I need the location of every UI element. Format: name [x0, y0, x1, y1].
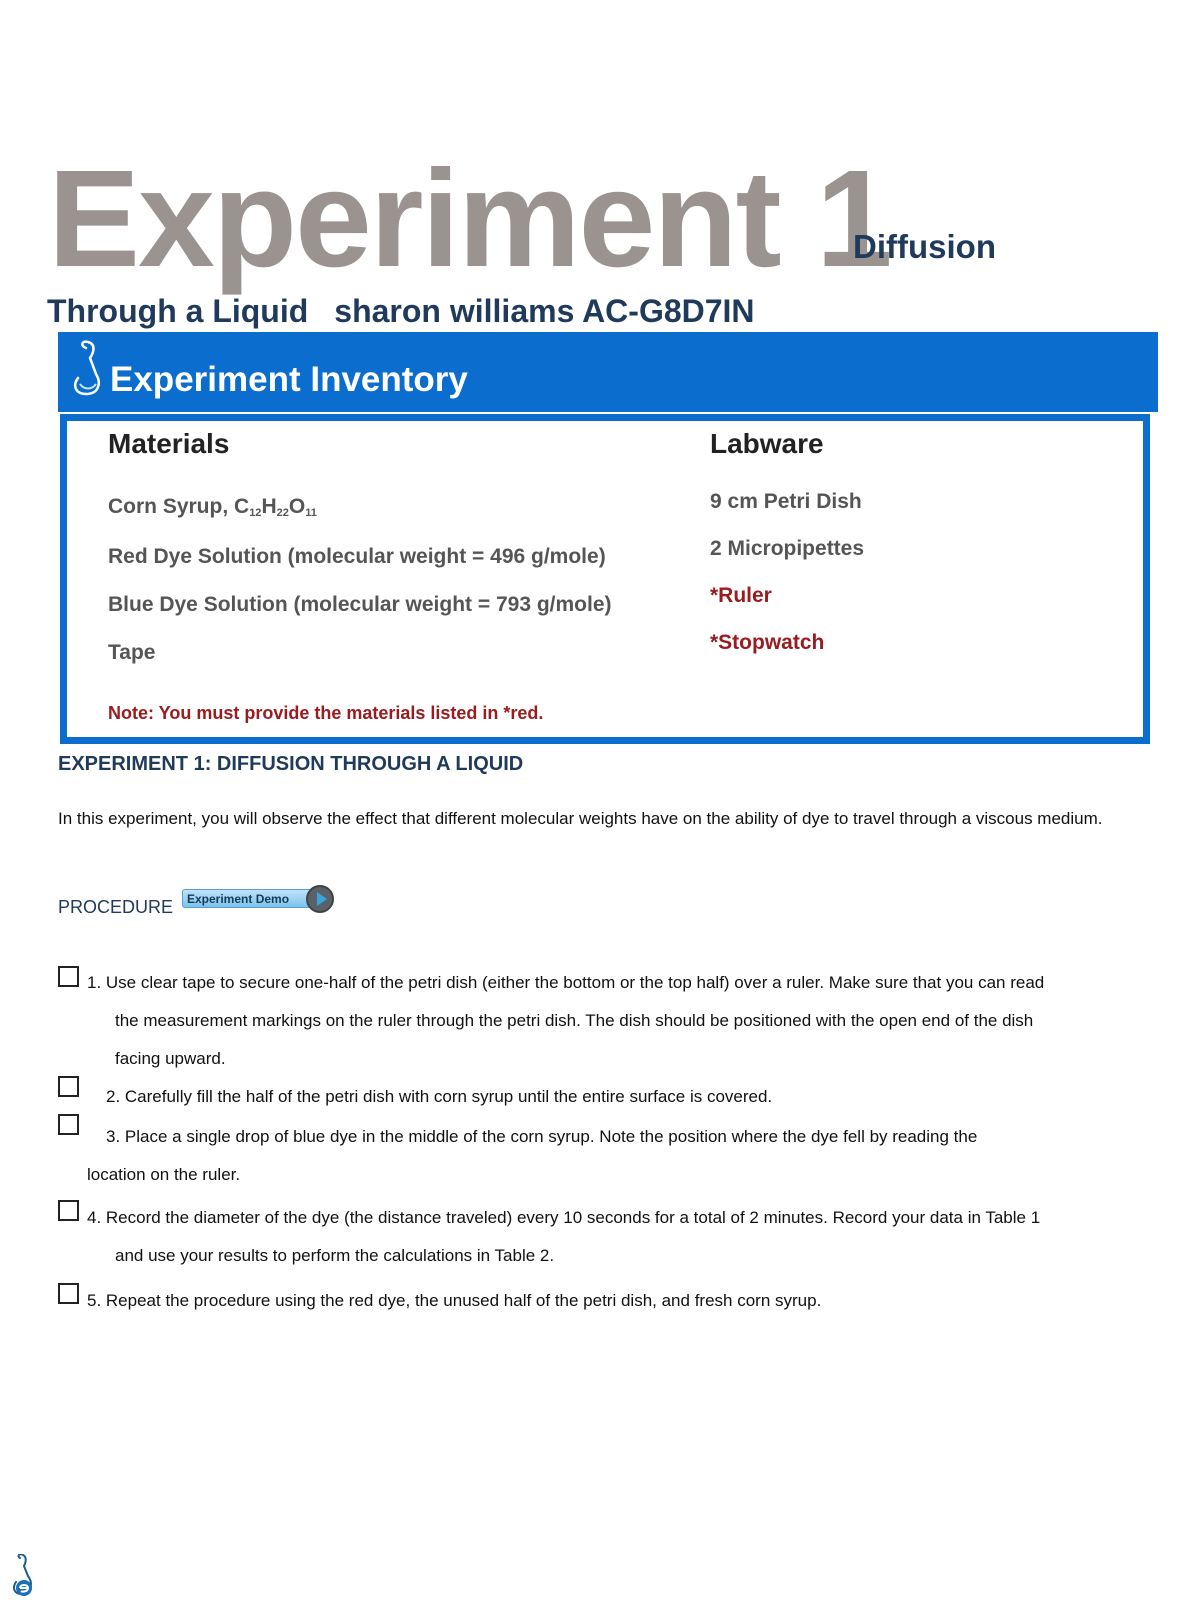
play-arrow-icon — [306, 885, 334, 913]
step-1-line-2: the measurement markings on the ruler through the petri dish. The dish should be positioned with the open end of the dish — [115, 1011, 1034, 1030]
inventory-note: Note: You must provide the materials listed in *red. — [108, 703, 544, 723]
material-item-corn-syrup: Corn Syrup, $C_{12}H_{22}O_{11}$ — [108, 495, 317, 519]
step-2-line-1: 2. Carefully fill the half of the petri dish with corn syrup until the entire surface is covered. — [106, 1087, 773, 1106]
material-item: Red Dye Solution (molecular weight = 496 g/mole) — [108, 545, 606, 568]
step-1-line-1: 1. Use clear tape to secure one-half of the petri dish (either the bottom or the top half) over a ruler. Make sure that you can read — [87, 973, 1045, 992]
title-continuation: Through a Liquid — [47, 293, 309, 329]
materials-heading: Materials — [108, 428, 230, 459]
page-title: Experiment 1 — [48, 142, 891, 296]
step-4-line-1: 4. Record the diameter of the dye (the distance traveled) every 10 seconds for a total of 2 minutes. Record your data in Table 1 — [87, 1208, 1041, 1227]
step-3-line-1: 3. Place a single drop of blue dye in the middle of the corn syrup. Note the position where the dye fell by reading the — [106, 1127, 978, 1146]
procedure-label: PROCEDURE — [58, 897, 174, 917]
step-3-line-2: location on the ruler. — [87, 1165, 241, 1184]
experiment-demo-button[interactable] — [182, 885, 334, 913]
inventory-title: Experiment Inventory — [110, 360, 468, 399]
author-name: sharon williams AC-G8D7IN — [334, 293, 755, 329]
inventory-box — [60, 414, 1150, 744]
material-item: Tape — [108, 641, 156, 664]
step-4-checkbox[interactable] — [58, 1200, 79, 1221]
labware-item: 2 Micropipettes — [710, 537, 865, 560]
material-item: Blue Dye Solution (molecular weight = 793 g/mole) — [108, 593, 612, 616]
flask-icon — [66, 340, 112, 400]
labware-item: 9 cm Petri Dish — [710, 490, 862, 513]
step-4-line-2: and use your results to perform the calculations in Table 2. — [115, 1246, 555, 1265]
experiment-intro: In this experiment, you will observe the effect that different molecular weights have on the ability of dye to travel through a viscous medium. — [58, 809, 1103, 828]
step-2-checkbox[interactable] — [58, 1076, 79, 1097]
step-1-checkbox[interactable] — [58, 966, 79, 987]
inventory-header-bar — [58, 332, 1158, 412]
labware-item-required: *Stopwatch — [710, 631, 825, 654]
step-5-checkbox[interactable] — [58, 1283, 79, 1304]
flask-logo-icon — [8, 1554, 40, 1598]
page-subtitle: Diffusion — [853, 228, 996, 265]
labware-item-required: *Ruler — [710, 584, 772, 607]
title-line-2 — [47, 293, 755, 330]
labware-heading: Labware — [710, 428, 824, 459]
experiment-heading: EXPERIMENT 1: DIFFUSION THROUGH A LIQUID — [58, 753, 524, 775]
step-5-line-1: 5. Repeat the procedure using the red dye, the unused half of the petri dish, and fresh corn syrup. — [87, 1291, 822, 1310]
step-3-checkbox[interactable] — [58, 1114, 79, 1135]
step-1-line-3: facing upward. — [115, 1049, 226, 1068]
demo-button-label: Experiment Demo — [182, 889, 314, 908]
